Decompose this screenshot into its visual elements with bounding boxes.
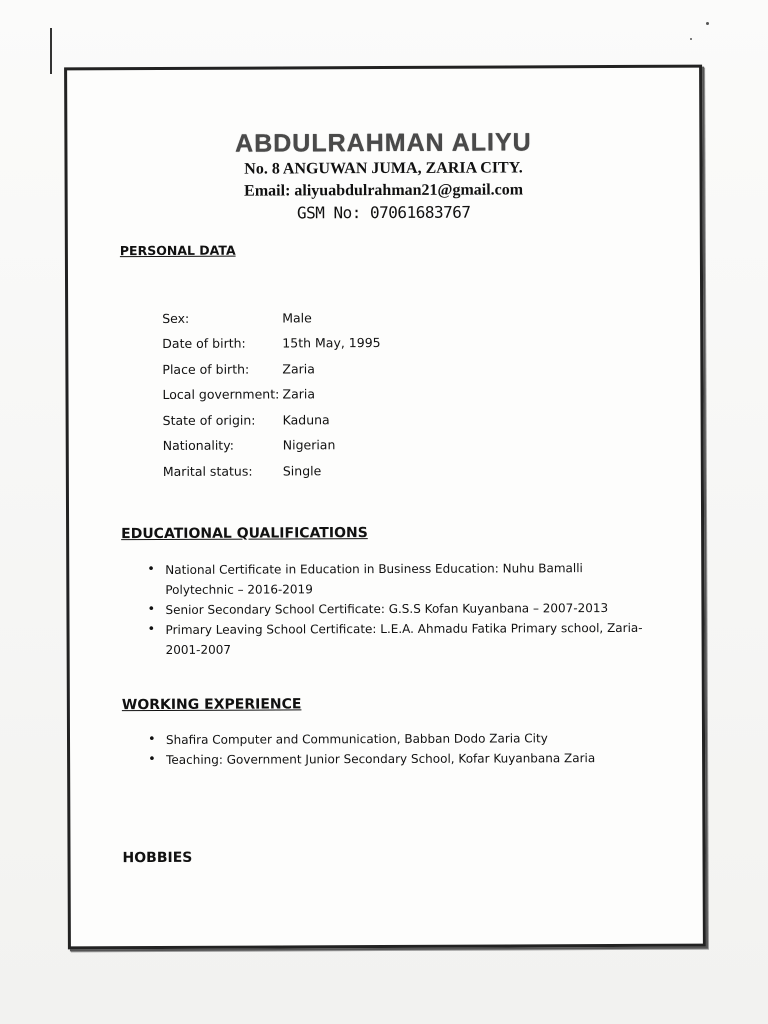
data-row-place-of-birth: [162, 360, 562, 382]
data-row-state-of-origin: [163, 411, 563, 433]
scan-speck: [690, 38, 692, 40]
data-value: Zaria: [282, 361, 315, 377]
data-value: Nigerian: [282, 437, 336, 453]
working-experience-list: [148, 728, 648, 770]
data-row-date-of-birth: [162, 334, 562, 356]
data-label: Nationality:: [162, 437, 234, 453]
applicant-email: Email: aliyuabdulrahman21@gmail.com: [244, 181, 524, 200]
data-label: Place of birth:: [162, 361, 250, 377]
data-label: Local government:: [162, 386, 280, 402]
scan-speck: [706, 22, 709, 25]
data-row-local-government: [162, 385, 562, 407]
data-row-sex: [162, 309, 562, 331]
education-heading: EDUCATIONAL QUALIFICATIONS: [121, 525, 368, 543]
working-experience-heading: WORKING EXPERIENCE: [121, 696, 302, 714]
applicant-name: ABDULRAHMAN ALIYU: [235, 128, 532, 158]
data-label: Date of birth:: [162, 335, 246, 351]
list-item: • Primary Leaving School Certificate: L.E.A. Ahmadu Fatika Primary school, Zaria- 2001-2007: [147, 618, 647, 660]
data-label: Marital status:: [162, 463, 253, 479]
cv-header: [67, 128, 699, 224]
scan-edge-mark: [50, 28, 52, 74]
data-label: State of origin:: [162, 412, 256, 428]
list-item: • Teaching: Government Junior Secondary School, Kofar Kuyanbana Zaria: [148, 748, 648, 770]
data-label: Sex:: [162, 310, 190, 326]
cv-document-frame: [64, 65, 706, 950]
personal-data-heading: PERSONAL DATA: [119, 242, 236, 259]
education-list: [147, 558, 647, 660]
hobbies-heading: HOBBIES: [122, 849, 193, 867]
applicant-address: No. 8 ANGUWAN JUMA, ZARIA CITY.: [244, 159, 523, 178]
data-value: 15th May, 1995: [282, 335, 381, 351]
list-item: • National Certificate in Education in Business Education: Nuhu Bamalli Polytechnic – 2016-2019: [147, 558, 647, 600]
data-value: Single: [282, 463, 322, 479]
applicant-phone: GSM No: 07061683767: [296, 202, 471, 223]
data-value: Male: [282, 310, 312, 326]
data-row-nationality: [163, 436, 563, 458]
list-item: • Senior Secondary School Certificate: G.S.S Kofan Kuyanbana – 2007-2013: [147, 598, 647, 620]
list-item: • Shafira Computer and Communication, Babban Dodo Zaria City: [148, 728, 648, 750]
data-row-marital-status: [163, 462, 563, 484]
data-value: Zaria: [282, 386, 316, 402]
data-value: Kaduna: [282, 412, 330, 428]
